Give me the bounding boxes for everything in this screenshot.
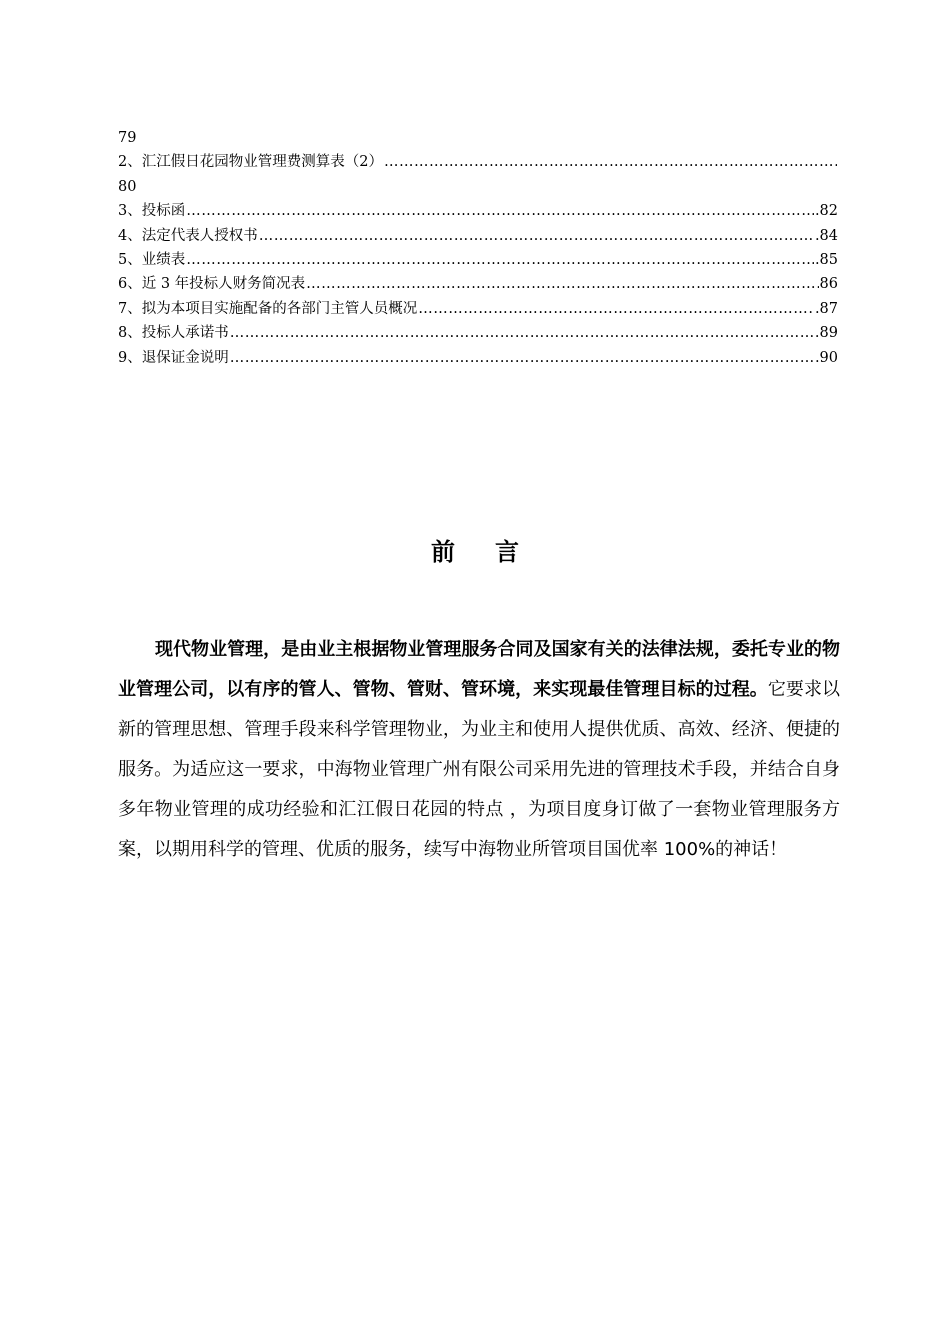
toc-entry-page: .85 xyxy=(814,251,838,268)
toc-leader-dots xyxy=(384,150,837,174)
toc-entry[interactable] xyxy=(118,321,838,345)
toc-entry-label: 8、投标人承诺书 xyxy=(118,325,229,342)
toc-entry[interactable] xyxy=(118,199,838,223)
toc-entry-label: 6、近 3 年投标人财务简况表 xyxy=(118,276,306,293)
preface-title: 前言 xyxy=(431,537,559,566)
toc-entry[interactable] xyxy=(118,297,838,321)
toc-entry-page: .82 xyxy=(814,203,838,220)
preface-paragraph xyxy=(118,630,840,870)
toc-entry-page: .84 xyxy=(814,227,838,244)
toc-entry[interactable] xyxy=(118,272,838,296)
toc-leader-dots xyxy=(418,297,814,321)
toc-entry-label: 9、退保证金说明 xyxy=(118,349,229,366)
toc-leader-dots xyxy=(186,199,814,223)
toc-leader-dots xyxy=(230,346,814,370)
toc-entry[interactable] xyxy=(118,248,838,272)
toc-entry-label: 5、业绩表 xyxy=(118,251,186,268)
toc-entry-page: 89 xyxy=(819,325,838,342)
toc-entry[interactable] xyxy=(118,346,838,370)
toc-entry-label: 7、拟为本项目实施配备的各部门主管人员概况 xyxy=(118,300,418,317)
toc-entry-label: 3、投标函 xyxy=(118,203,186,220)
toc-entry[interactable] xyxy=(118,150,838,174)
table-of-contents xyxy=(118,126,838,370)
toc-leader-dots xyxy=(186,248,814,272)
toc-entry-page: .87 xyxy=(814,300,838,317)
toc-leader-dots xyxy=(230,321,819,345)
toc-page-number: 80 xyxy=(118,178,137,195)
toc-page-number: 79 xyxy=(118,130,137,146)
toc-entry-label: 2、汇江假日花园物业管理费测算表（2） xyxy=(118,154,383,171)
toc-entry-label: 4、法定代表人授权书 xyxy=(118,227,258,244)
preface-paragraph-rest: 它要求以新的管理思想、管理手段来科学管理物业，为业主和使用人提供优质、高效、经济、便捷的服务。为适应这一要求，中海物业管理广州有限公司采用先进的管理技术手段，并结合自身多年物业管理的成功经验和汇江假日花园的特点 ，为项目度身订做了一套物业管理服务方案，以期用科学的管理、优质的服务，续写中海物业所管项目国优率 100%的神话！ xyxy=(118,679,840,860)
toc-entry-page: 86 xyxy=(819,276,838,293)
toc-leader-dots xyxy=(306,272,818,296)
toc-entry-page: .90 xyxy=(814,349,838,366)
toc-leader-dots xyxy=(259,224,814,248)
preface-paragraph-bold: 现代物业管理，是由业主根据物业管理服务合同及国家有关的法律法规，委托专业的物业管理公司，以有序的管人、管物、管财、管环境，来实现最佳管理目标的过程。 xyxy=(118,639,840,700)
toc-entry[interactable] xyxy=(118,224,838,248)
